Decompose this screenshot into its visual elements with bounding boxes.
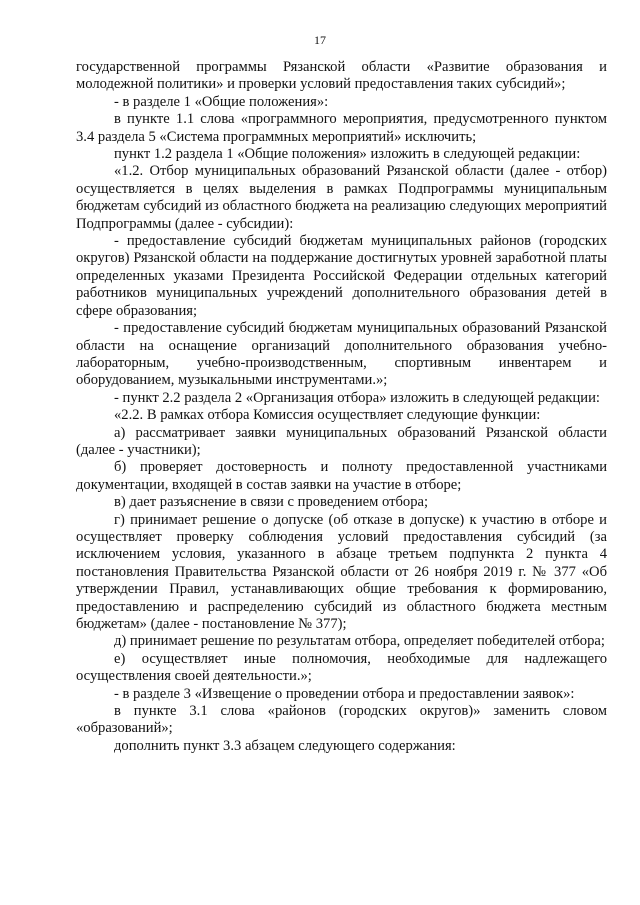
paragraph-function-v: в) дает разъяснение в связи с проведением отбора; [114,494,429,511]
paragraph-section-1-heading: - в разделе 1 «Общие положения»: [114,93,329,110]
paragraph-item-1-2-text: «1.2. Отбор муниципальных образований Рязанской области (далее - отбор) осуществляется в целях выделения в рамках Подпрограммы муниципальным бюджетам субсидий из областного бюджета на реализацию следующих мероприятий Подпрограммы (далее - субсидии): [76,163,607,232]
document-body [76,59,607,755]
paragraph-function-a: а) рассматривает заявки муниципальных образований Рязанской области (далее - участники); [76,424,607,458]
paragraph-item-2-2-text: «2.2. В рамках отбора Комиссия осуществляет следующие функции: [114,407,541,424]
paragraph-function-b: б) проверяет достоверность и полноту предоставленной участниками документации, входящей в состав заявки на участие в отборе; [76,459,607,493]
paragraph-function-d: д) принимает решение по результатам отбора, определяет победителей отбора; [114,633,605,650]
page-number: 17 [314,33,326,47]
paragraph-subsidy-salary: - предоставление субсидий бюджетам муниципальных районов (городских округов) Рязанской области на поддержание достигнутых уровней заработной платы определенных указами Президента Российской Федерации отдельных категорий работников муниципальных учреждений дополнительного образования детей в сфере образования; [76,233,607,319]
paragraph-section-3-heading: - в разделе 3 «Извещение о проведении отбора и предоставлении заявок»: [114,685,575,702]
paragraph-item-1-2-intro: пункт 1.2 раздела 1 «Общие положения» изложить в следующей редакции: [114,146,581,163]
paragraph-continuation: государственной программы Рязанской области «Развитие образования и молодежной политики» и проверки условий предоставления таких субсидий»; [76,59,607,93]
paragraph-item-3-3: дополнить пункт 3.3 абзацем следующего содержания: [114,737,456,754]
paragraph-item-1-1: в пункте 1.1 слова «программного мероприятия, предусмотренного пунктом 3.4 раздела 5 «Система программных мероприятий» исключить; [76,111,607,145]
paragraph-item-3-1: в пункте 3.1 слова «районов (городских округов)» заменить словом «образований»; [76,703,607,737]
paragraph-subsidy-equipment: - предоставление субсидий бюджетам муниципальных образований Рязанской области на оснащение организаций дополнительного образования учебно-лабораторным, учебно-производственным, спортивным инвентарем и оборудованием, музыкальными инструментами.»; [76,320,607,389]
paragraph-item-2-2-intro: - пункт 2.2 раздела 2 «Организация отбора» изложить в следующей редакции: [114,389,600,406]
paragraph-function-e: е) осуществляет иные полномочия, необходимые для надлежащего осуществления своей деятельности.»; [76,650,607,685]
paragraph-function-g: г) принимает решение о допуске (об отказе в допуске) к участию в отборе и осуществляет проверку соблюдения условий предоставления субсидий (за исключением условия, указанного в абзаце третьем подпункта 2 пункта 4 постановления Правительства Рязанской области от 26 ноября 2019 г. № 377 «Об утверждении Правил, устанавливающих общие требования к формированию, предоставлению и распределению субсидий из областного бюджета местным бюджетам» (далее - постановление № 377); [76,511,607,632]
